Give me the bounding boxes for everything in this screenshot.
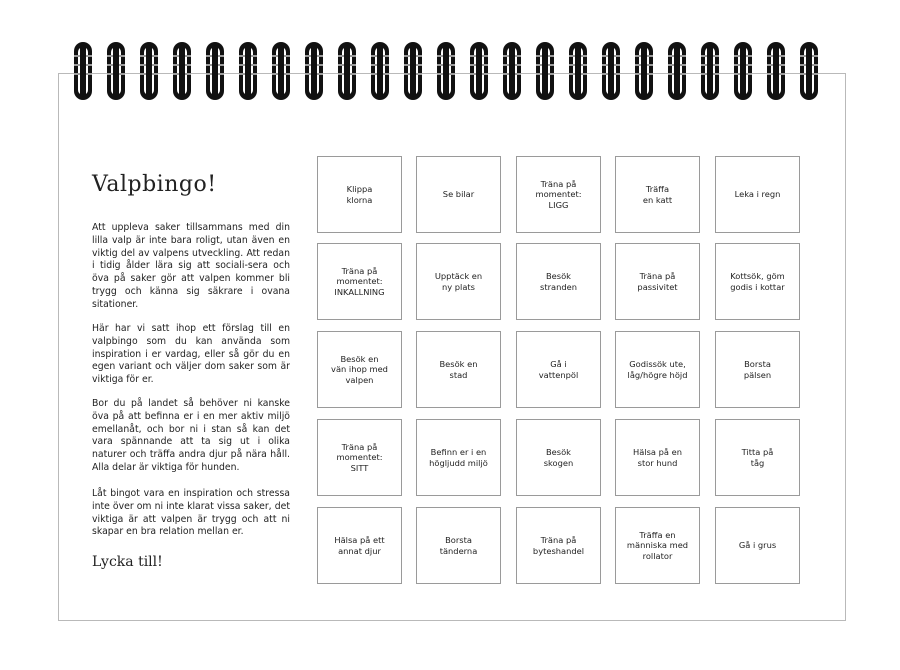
bingo-cell[interactable]: Träna på passivitet [615,243,700,320]
binding-ring [437,42,455,100]
binding-ring [800,42,818,100]
bingo-cell[interactable]: Se bilar [416,156,501,233]
bingo-cell[interactable]: Träna på byteshandel [516,507,601,584]
bingo-cell[interactable]: Godissök ute, låg/högre höjd [615,331,700,408]
binding-ring [767,42,785,100]
bingo-cell[interactable]: Upptäck en ny plats [416,243,501,320]
bingo-cell[interactable]: Leka i regn [715,156,800,233]
intro-paragraph: Att uppleva saker tillsammans med din lilla valp är inte bara roligt, utan även en viktig del av valpens utveckling. Att redan i tidig ålder lära sig att sociali-sera och öva på saker gör att valpen kommer bli trygg och känna sig säkrare i ovana sitationer. [92,222,290,310]
bingo-cell[interactable]: Titta på tåg [715,419,800,496]
bingo-cell[interactable]: Träna på momentet: SITT [317,419,402,496]
binding-ring [74,42,92,100]
binding-ring [536,42,554,100]
bingo-grid [317,156,801,584]
binding-ring [602,42,620,100]
binding-ring [668,42,686,100]
bingo-cell[interactable]: Träna på momentet: LIGG [516,156,601,233]
bingo-cell[interactable]: Hälsa på en stor hund [615,419,700,496]
inspiration-paragraph: Låt bingot vara en inspiration och stressa inte över om ni inte klarat vissa saker, det viktiga är att valpen är trygg och att ni skapar en bra relation mellan er. [92,488,290,538]
bingo-cell[interactable]: Besök en stad [416,331,501,408]
bingo-cell[interactable]: Träffa en människa med rollator [615,507,700,584]
page-title: Valpbingo! [92,172,217,197]
binding-ring [635,42,653,100]
bingo-cell[interactable]: Besök skogen [516,419,601,496]
binding-ring [734,42,752,100]
bingo-cell[interactable]: Borsta tänderna [416,507,501,584]
bingo-cell[interactable]: Gå i vattenpöl [516,331,601,408]
binding-ring [503,42,521,100]
binding-ring [239,42,257,100]
binding-ring [701,42,719,100]
binding-ring [140,42,158,100]
binding-ring [272,42,290,100]
binding-ring [206,42,224,100]
binding-ring [470,42,488,100]
binding-ring [569,42,587,100]
bingo-cell[interactable]: Träffa en katt [615,156,700,233]
bingo-cell[interactable]: Kottsök, göm godis i kottar [715,243,800,320]
binding-ring [338,42,356,100]
bingo-cell[interactable]: Klippa klorna [317,156,402,233]
binding-ring [371,42,389,100]
spiral-binding [0,0,900,120]
bingo-cell[interactable]: Gå i grus [715,507,800,584]
binding-ring [305,42,323,100]
binding-ring [107,42,125,100]
binding-ring [404,42,422,100]
bingo-cell[interactable]: Träna på momentet: INKALLNING [317,243,402,320]
environment-paragraph: Bor du på landet så behöver ni kanske öva på att befinna er i en mer aktiv miljö emellanåt, och bor ni i stan så kan det vara spännande att ta sig ut i olika naturer och träffa andra djur på nära håll. Alla delar är viktiga för hunden. [92,398,290,473]
bingo-paragraph: Här har vi satt ihop ett förslag till en valpbingo som du kan använda som inspiration i er vardag, eller så gör du en egen variant och väljer dom saker som är viktiga för er. [92,323,290,386]
bingo-cell[interactable]: Besök en vän ihop med valpen [317,331,402,408]
bingo-cell[interactable]: Besök stranden [516,243,601,320]
binding-ring [173,42,191,100]
bingo-cell[interactable]: Borsta pälsen [715,331,800,408]
closing-text: Lycka till! [92,554,163,570]
bingo-cell[interactable]: Hälsa på ett annat djur [317,507,402,584]
bingo-cell[interactable]: Befinn er i en högljudd miljö [416,419,501,496]
